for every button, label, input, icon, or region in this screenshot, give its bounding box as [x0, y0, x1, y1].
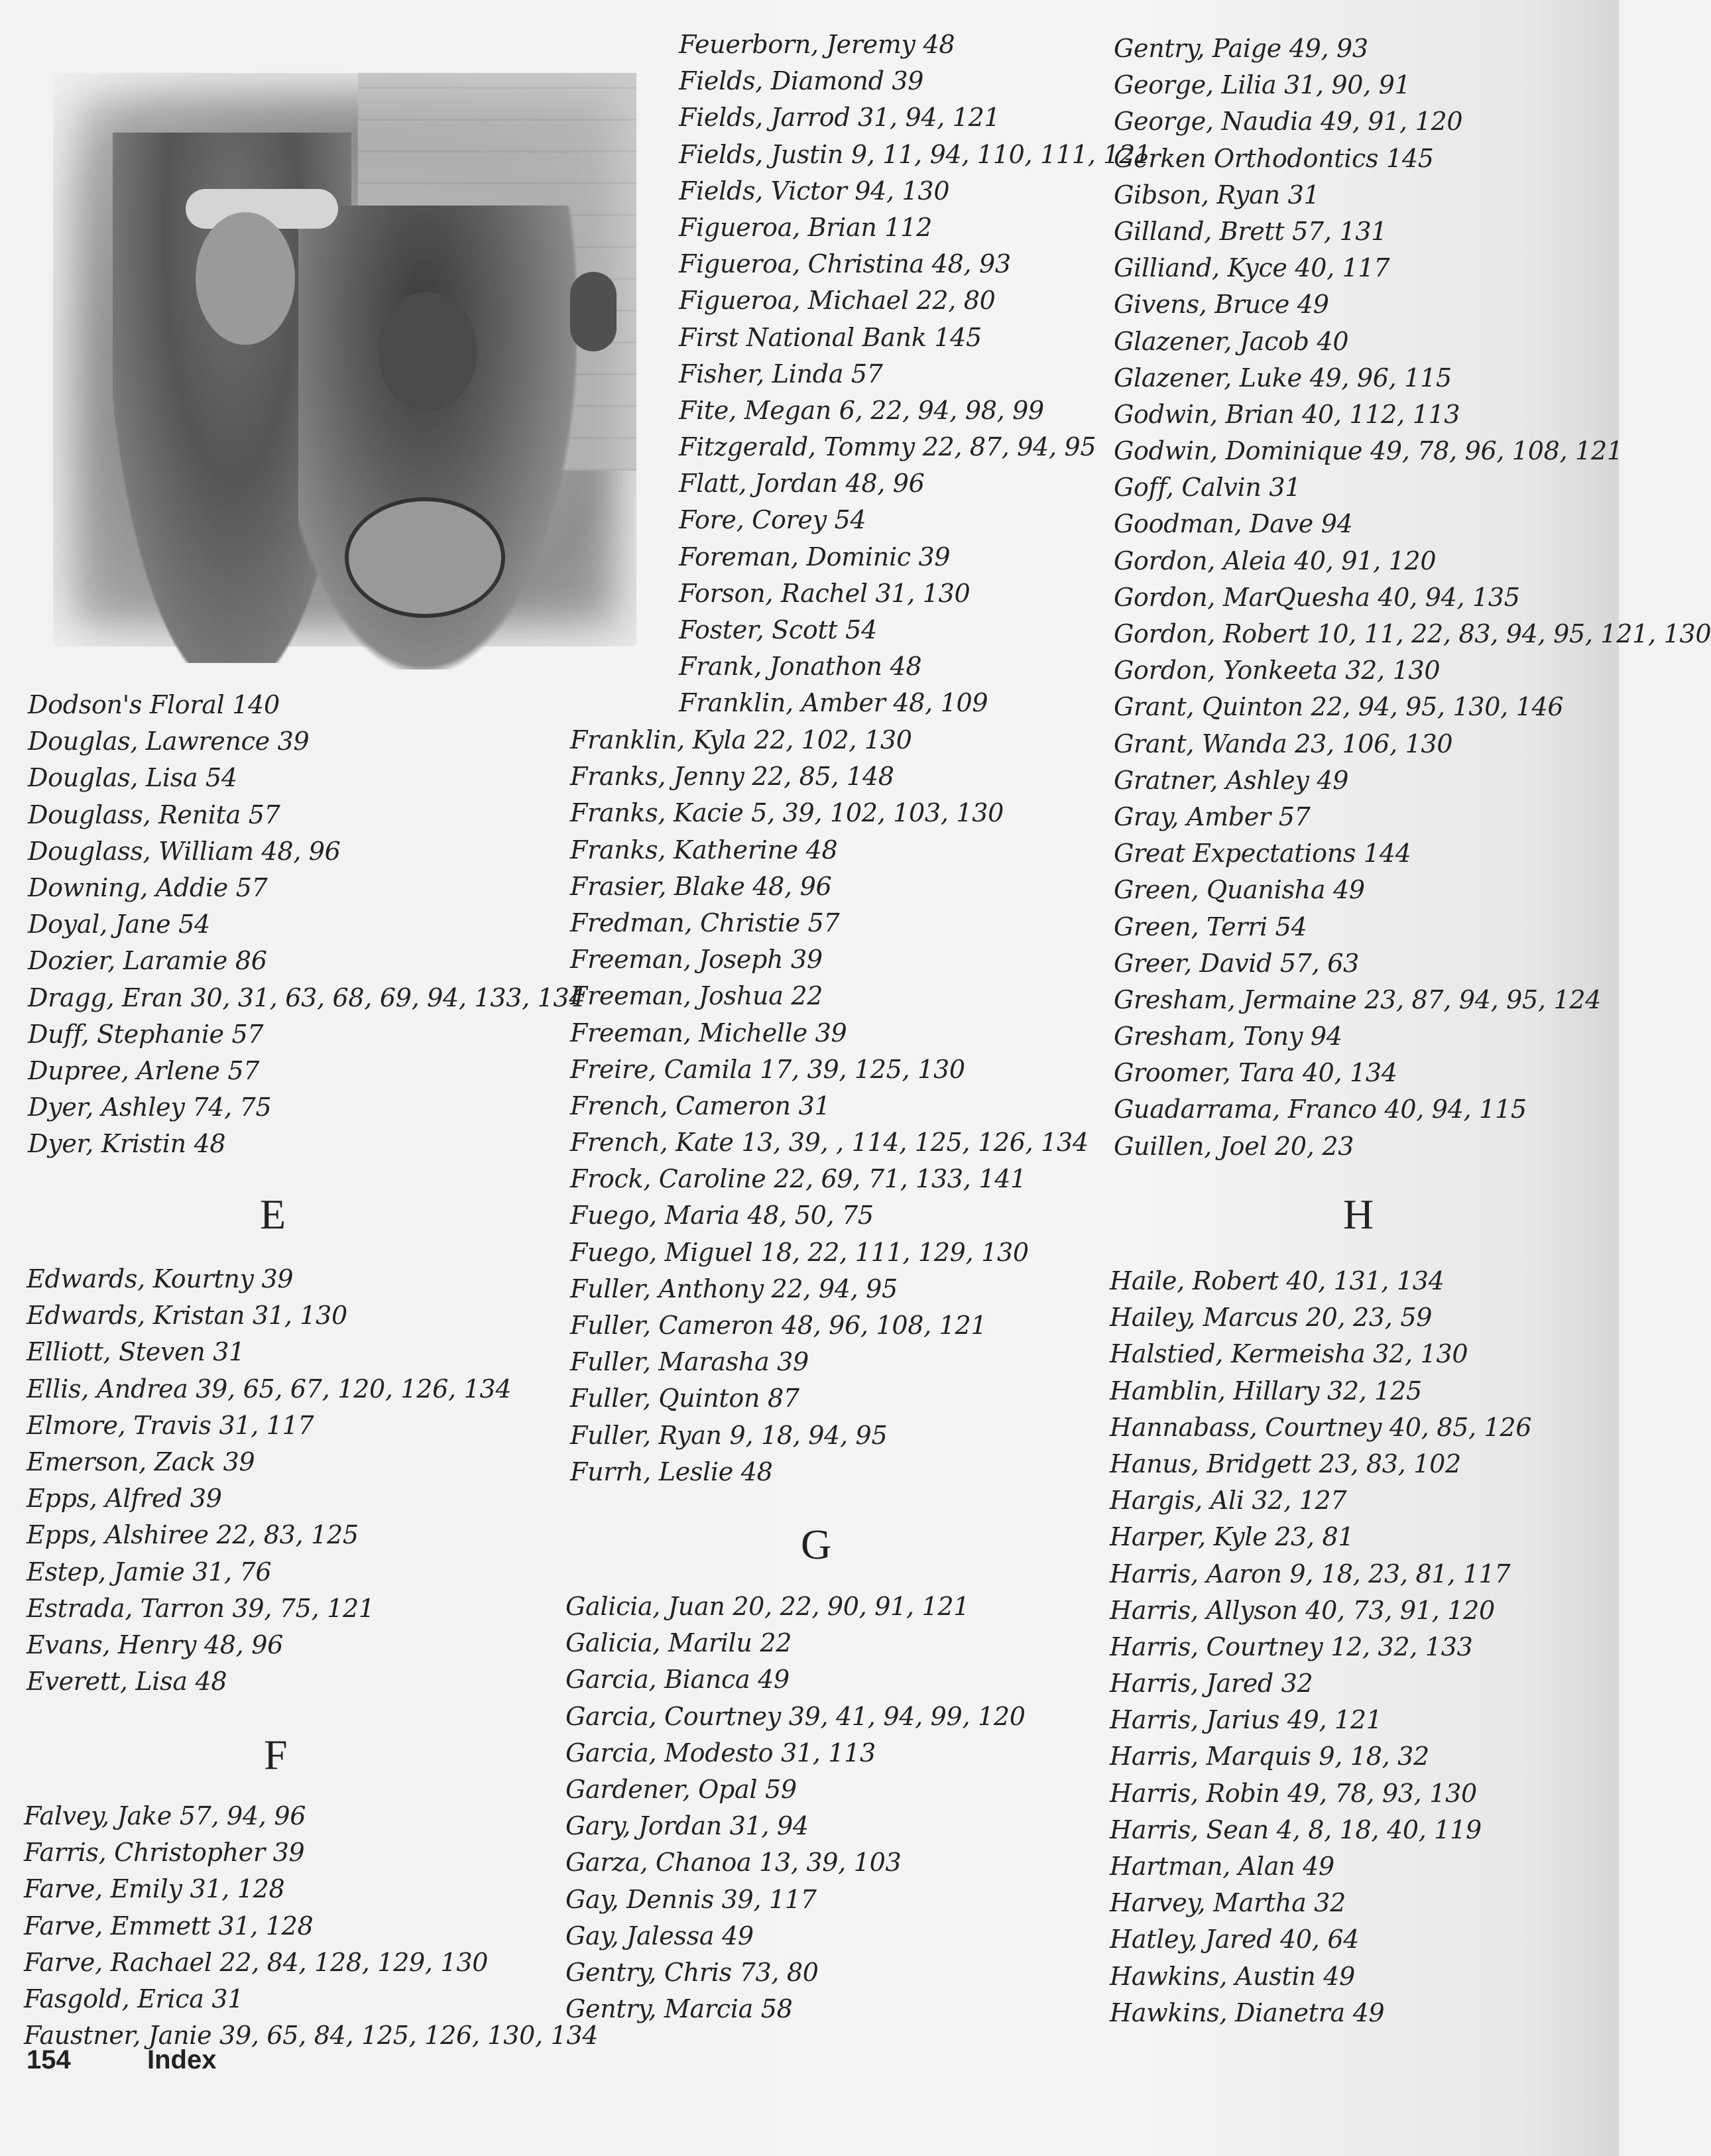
- index-entry: Godwin, Dominique 49, 78, 96, 108, 121: [1114, 436, 1623, 466]
- index-entry: Falvey, Jake 57, 94, 96: [24, 1801, 306, 1830]
- index-entry: Frasier, Blake 48, 96: [570, 871, 832, 901]
- index-entry: Farve, Rachael 22, 84, 128, 129, 130: [24, 1947, 489, 1977]
- index-entry: Goff, Calvin 31: [1114, 473, 1301, 503]
- index-entry: Feuerborn, Jeremy 48: [679, 30, 955, 59]
- index-column-1-e: [27, 1261, 511, 1700]
- index-entry: Gordon, Aleia 40, 91, 120: [1114, 546, 1437, 575]
- index-column-1-f: [24, 1798, 598, 2054]
- index-entry: Fuller, Ryan 9, 18, 94, 95: [570, 1420, 888, 1450]
- index-entry: Harris, Sean 4, 8, 18, 40, 119: [1110, 1815, 1482, 1844]
- index-entry: Garcia, Bianca 49: [565, 1665, 790, 1695]
- index-entry: French, Kate 13, 39, , 114, 125, 126, 134: [570, 1128, 1089, 1158]
- index-entry: Garza, Chanoa 13, 39, 103: [565, 1848, 902, 1878]
- index-entry: Harris, Jared 32: [1110, 1669, 1313, 1699]
- index-entry: Hargis, Ali 32, 127: [1110, 1486, 1347, 1516]
- index-entry: Estep, Jamie 31, 76: [27, 1557, 272, 1587]
- index-entry: Hamblin, Hillary 32, 125: [1110, 1376, 1422, 1406]
- index-entry: Emerson, Zack 39: [27, 1447, 255, 1476]
- index-entry: Gordon, Yonkeeta 32, 130: [1114, 656, 1441, 686]
- index-entry: Fuller, Marasha 39: [570, 1347, 809, 1377]
- index-entry: Fields, Justin 9, 11, 94, 110, 111, 121: [679, 139, 1151, 169]
- index-entry: Gordon, MarQuesha 40, 94, 135: [1114, 582, 1520, 612]
- index-entry: Dupree, Arlene 57: [28, 1055, 260, 1085]
- index-entry: Freeman, Joseph 39: [570, 945, 823, 975]
- index-entry: Galicia, Marilu 22: [565, 1628, 792, 1658]
- index-entry: Franks, Kacie 5, 39, 102, 103, 130: [570, 798, 1004, 828]
- index-entry: Great Expectations 144: [1114, 839, 1411, 868]
- index-entry: Hartman, Alan 49: [1110, 1852, 1334, 1881]
- index-entry: Dodson's Floral 140: [28, 690, 280, 719]
- index-entry: Fuller, Cameron 48, 96, 108, 121: [570, 1311, 987, 1340]
- index-entry: French, Cameron 31: [570, 1091, 831, 1120]
- index-entry: Franklin, Kyla 22, 102, 130: [570, 725, 912, 754]
- index-entry: Fitzgerald, Tommy 22, 87, 94, 95: [679, 432, 1096, 462]
- face-left: [196, 212, 295, 345]
- index-entry: Groomer, Tara 40, 134: [1114, 1058, 1397, 1088]
- index-entry: Guadarrama, Franco 40, 94, 115: [1114, 1095, 1527, 1124]
- index-entry: Godwin, Brian 40, 112, 113: [1114, 399, 1460, 429]
- index-entry: Elmore, Travis 31, 117: [27, 1410, 314, 1440]
- index-entry: Gray, Amber 57: [1114, 802, 1311, 831]
- index-entry: Harris, Marquis 9, 18, 32: [1110, 1742, 1429, 1771]
- index-column-1-d: [28, 687, 585, 1162]
- index-entry: Harris, Jarius 49, 121: [1110, 1705, 1382, 1735]
- index-entry: Epps, Alshiree 22, 83, 125: [27, 1520, 359, 1550]
- shirt-logo: [345, 497, 505, 618]
- index-entry: Fite, Megan 6, 22, 94, 98, 99: [679, 395, 1044, 425]
- index-entry: Fore, Corey 54: [679, 505, 866, 535]
- index-entry: Harper, Kyle 23, 81: [1110, 1522, 1354, 1552]
- index-entry: Dyer, Ashley 74, 75: [28, 1093, 272, 1122]
- index-entry: Galicia, Juan 20, 22, 90, 91, 121: [565, 1592, 970, 1621]
- index-entry: Gratner, Ashley 49: [1114, 765, 1349, 795]
- index-entry: Harris, Allyson 40, 73, 91, 120: [1110, 1595, 1495, 1625]
- index-column-2-f-cont: [570, 722, 1089, 1490]
- index-entry: Hatley, Jared 40, 64: [1110, 1925, 1360, 1954]
- index-entry: Forson, Rachel 31, 130: [679, 578, 971, 608]
- index-entry: Farris, Christopher 39: [24, 1838, 305, 1868]
- index-entry: George, Naudia 49, 91, 120: [1114, 107, 1463, 137]
- index-entry: Hannabass, Courtney 40, 85, 126: [1110, 1412, 1532, 1442]
- index-entry: Haile, Robert 40, 131, 134: [1110, 1266, 1445, 1295]
- index-entry: Dyer, Kristin 48: [28, 1129, 226, 1159]
- index-entry: Hawkins, Dianetra 49: [1110, 1998, 1385, 2027]
- index-entry: Glazener, Luke 49, 96, 115: [1114, 363, 1452, 392]
- index-entry: Gordon, Robert 10, 11, 22, 83, 94, 95, 121, 130: [1114, 619, 1711, 648]
- index-entry: Elliott, Steven 31: [27, 1337, 245, 1367]
- index-entry: Fuller, Quinton 87: [570, 1384, 799, 1413]
- index-entry: Furrh, Leslie 48: [570, 1457, 773, 1486]
- index-entry: Gresham, Tony 94: [1114, 1022, 1342, 1051]
- index-entry: Edwards, Kourtny 39: [27, 1264, 294, 1293]
- index-entry: Harris, Aaron 9, 18, 23, 81, 117: [1110, 1559, 1511, 1588]
- index-entry: Epps, Alfred 39: [27, 1484, 222, 1514]
- index-entry: Halstied, Kermeisha 32, 130: [1110, 1339, 1468, 1369]
- index-entry: Gay, Jalessa 49: [565, 1921, 754, 1950]
- index-entry: Flatt, Jordan 48, 96: [679, 469, 925, 499]
- index-entry: Freeman, Michelle 39: [570, 1018, 847, 1048]
- index-entry: Harvey, Martha 32: [1110, 1888, 1346, 1918]
- index-entry: Gilliand, Kyce 40, 117: [1114, 253, 1390, 283]
- index-entry: Gerken Orthodontics 145: [1114, 143, 1434, 173]
- index-entry: Doyal, Jane 54: [28, 910, 210, 939]
- index-entry: Hanus, Bridgett 23, 83, 102: [1110, 1449, 1461, 1478]
- index-entry: Evans, Henry 48, 96: [27, 1630, 283, 1659]
- index-entry: Hawkins, Austin 49: [1110, 1961, 1355, 1991]
- index-entry: Fields, Jarrod 31, 94, 121: [679, 103, 1000, 133]
- section-letter-h: H: [1343, 1191, 1376, 1238]
- section-letter-e: E: [260, 1191, 288, 1238]
- index-entry: Downing, Addie 57: [28, 872, 268, 902]
- index-entry: Figueroa, Christina 48, 93: [679, 249, 1011, 279]
- index-entry: Garcia, Courtney 39, 41, 94, 99, 120: [565, 1701, 1026, 1731]
- index-entry: Fasgold, Erica 31: [24, 1984, 244, 2013]
- section-letter-g: G: [801, 1521, 833, 1568]
- index-entry: Franks, Katherine 48: [570, 835, 838, 865]
- index-entry: Gardener, Opal 59: [565, 1774, 797, 1804]
- index-entry: Farve, Emmett 31, 128: [24, 1911, 314, 1941]
- index-entry: Douglas, Lawrence 39: [28, 727, 310, 756]
- section-title: Index: [147, 2045, 217, 2074]
- index-entry: Fuego, Maria 48, 50, 75: [570, 1201, 874, 1230]
- peace-sign-hand: [570, 272, 617, 351]
- index-entry: Estrada, Tarron 39, 75, 121: [27, 1593, 375, 1623]
- index-entry: Douglass, Renita 57: [28, 800, 280, 829]
- index-entry: Green, Quanisha 49: [1114, 875, 1365, 905]
- index-entry: Franks, Jenny 22, 85, 148: [570, 762, 894, 792]
- index-entry: Harris, Robin 49, 78, 93, 130: [1110, 1778, 1477, 1808]
- index-entry: First National Bank 145: [679, 322, 982, 352]
- index-entry: Freeman, Joshua 22: [570, 981, 823, 1011]
- index-entry: Gresham, Jermaine 23, 87, 94, 95, 124: [1114, 985, 1602, 1014]
- index-entry: Foreman, Dominic 39: [679, 542, 951, 571]
- index-entry: Green, Terri 54: [1114, 912, 1307, 941]
- index-entry: Fields, Victor 94, 130: [679, 176, 950, 206]
- index-entry: Givens, Bruce 49: [1114, 290, 1329, 320]
- index-entry: Fisher, Linda 57: [679, 359, 883, 389]
- index-entry: Douglass, William 48, 96: [28, 836, 341, 866]
- index-entry: Hailey, Marcus 20, 23, 59: [1110, 1303, 1433, 1333]
- index-entry: Greer, David 57, 63: [1114, 948, 1359, 978]
- index-column-3-h: [1110, 1263, 1531, 2031]
- index-entry: Gentry, Chris 73, 80: [565, 1957, 819, 1987]
- index-entry: Dozier, Laramie 86: [28, 946, 267, 976]
- section-letter-f: F: [264, 1731, 289, 1778]
- index-entry: Figueroa, Brian 112: [679, 212, 932, 242]
- students-photo: [53, 73, 636, 646]
- index-column-2-f: [679, 27, 1151, 722]
- index-entry: Everett, Lisa 48: [27, 1667, 227, 1697]
- index-entry: Grant, Quinton 22, 94, 95, 130, 146: [1114, 692, 1564, 722]
- index-entry: Figueroa, Michael 22, 80: [679, 286, 996, 316]
- index-entry: Fredman, Christie 57: [570, 908, 840, 937]
- index-entry: Fields, Diamond 39: [679, 66, 924, 96]
- index-entry: Guillen, Joel 20, 23: [1114, 1131, 1354, 1161]
- index-column-2-g: [565, 1588, 1026, 2027]
- index-entry: Gentry, Marcia 58: [565, 1994, 793, 2024]
- index-entry: Gentry, Paige 49, 93: [1114, 34, 1368, 63]
- index-entry: Gay, Dennis 39, 117: [565, 1884, 817, 1914]
- index-entry: Fuller, Anthony 22, 94, 95: [570, 1274, 898, 1303]
- index-entry: Frank, Jonathon 48: [679, 652, 922, 682]
- index-entry: Duff, Stephanie 57: [28, 1019, 264, 1049]
- index-entry: Harris, Courtney 12, 32, 133: [1110, 1632, 1473, 1661]
- index-entry: Garcia, Modesto 31, 113: [565, 1738, 876, 1767]
- index-entry: Fuego, Miguel 18, 22, 111, 129, 130: [570, 1237, 1029, 1267]
- index-entry: George, Lilia 31, 90, 91: [1114, 70, 1411, 100]
- index-entry: Frock, Caroline 22, 69, 71, 133, 141: [570, 1164, 1026, 1194]
- index-entry: Foster, Scott 54: [679, 615, 877, 644]
- index-entry: Gilland, Brett 57, 131: [1114, 216, 1387, 246]
- index-entry: Gary, Jordan 31, 94: [565, 1811, 809, 1841]
- index-entry: Goodman, Dave 94: [1114, 509, 1353, 539]
- face-right: [378, 292, 477, 411]
- index-entry: Franklin, Amber 48, 109: [679, 688, 988, 718]
- index-column-3-g: [1114, 30, 1711, 1165]
- index-entry: Gibson, Ryan 31: [1114, 180, 1320, 210]
- index-entry: Edwards, Kristan 31, 130: [27, 1301, 347, 1331]
- index-entry: Dragg, Eran 30, 31, 63, 68, 69, 94, 133, 134: [28, 983, 585, 1012]
- index-entry: Faustner, Janie 39, 65, 84, 125, 126, 130, 134: [24, 2021, 599, 2051]
- page-number: 154: [27, 2045, 71, 2074]
- index-entry: Douglas, Lisa 54: [28, 763, 237, 793]
- index-entry: Grant, Wanda 23, 106, 130: [1114, 729, 1453, 758]
- index-entry: Farve, Emily 31, 128: [24, 1874, 285, 1904]
- index-entry: Freire, Camila 17, 39, 125, 130: [570, 1054, 965, 1084]
- index-entry: Ellis, Andrea 39, 65, 67, 120, 126, 134: [27, 1374, 512, 1404]
- index-entry: Glazener, Jacob 40: [1114, 326, 1349, 356]
